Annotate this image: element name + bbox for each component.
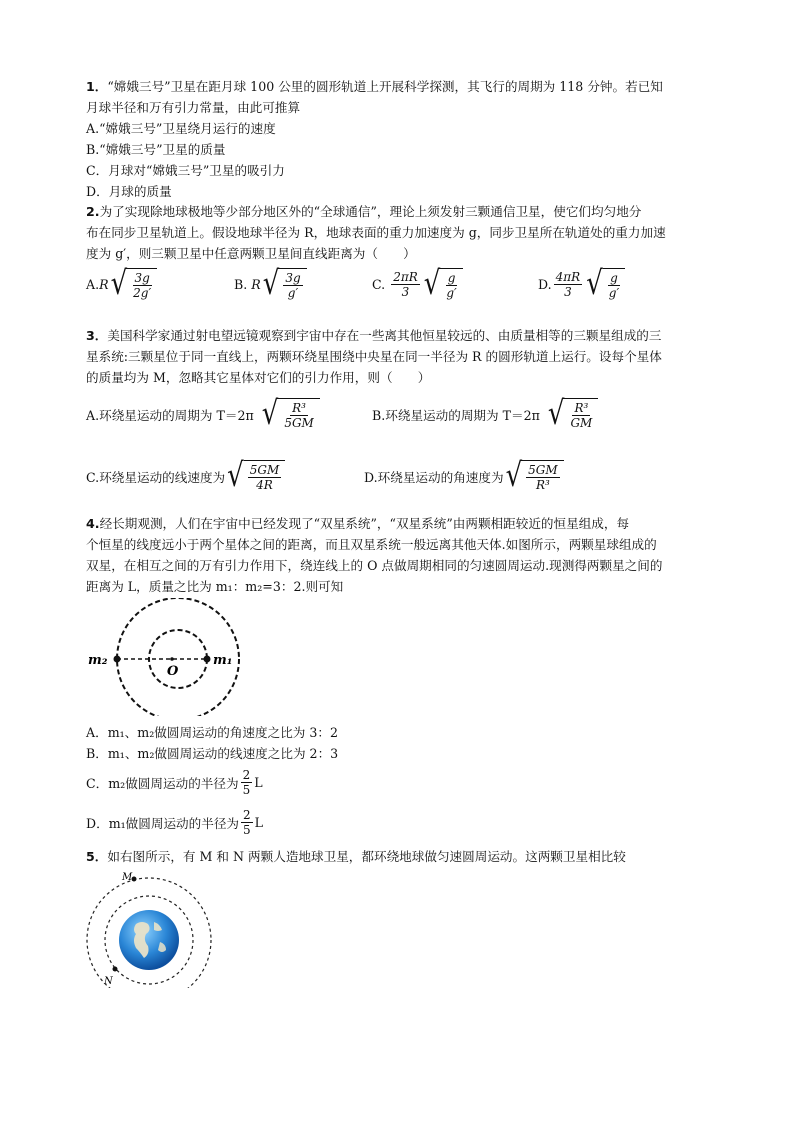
m1-star [204, 656, 211, 663]
m1-label: m₁ [213, 653, 233, 668]
binary-star-figure [80, 598, 280, 716]
q4-option-a: A．m₁、m₂做圆周运动的角速度之比为 3：2 [86, 725, 339, 740]
q3-option-d: D.环绕星运动的角速度为 √ $\frac{5GM}{\text{R³}}$ [364, 460, 564, 492]
q5-line1: 5．如右图所示，有 M 和 N 两颗人造地球卫星，都环绕地球做匀速圆周运动。这两颗卫星相比较 [86, 849, 626, 864]
inner-orbit [149, 630, 207, 688]
satellite-n-dot [113, 967, 118, 972]
q4-line1: 4.经长期观测，人们在宇宙中已经发现了“双星系统”，“双星系统”由两颗相距较近的恒星组成，每 [86, 516, 630, 531]
q4-option-b: B．m₁、m₂做圆周运动的线速度之比为 2：3 [86, 746, 339, 761]
satellite-m-label: M [122, 872, 133, 883]
q3-option-a: A.环绕星运动的周期为 T＝2π √ $\frac{\text{R³}}{5GM}$ [86, 398, 320, 430]
q3-option-b: B.环绕星运动的周期为 T＝2π √ $\frac{\text{R³}}{GM}$ [372, 398, 598, 430]
center-o-dot [170, 657, 174, 661]
q1-line2: 月球半径和万有引力常量，由此可推算 [86, 100, 301, 115]
q3-line3: 的质量均为 M，忽略其它星体对它们的引力作用，则（ ） [86, 370, 431, 385]
satellite-m-dot [132, 877, 137, 882]
satellite-n-label: N [104, 976, 113, 987]
q2-option-b: B. R √ $\frac{3g}{g'}$ [234, 268, 307, 300]
q1-line1: 1．“嫦娥三号”卫星在距月球 100 公里的圆形轨道上开展科学探测，其飞行的周期为 118 分钟。若已知 [86, 79, 663, 94]
q2-option-a: A. R √ $\frac{3g}{2g'}$ [86, 268, 157, 300]
q4-option-c: C．m₂做圆周运动的半径为 $\frac{2}{5}$ L [86, 768, 263, 797]
q2-line2: 布在同步卫星轨道上。假设地球半径为 R，地球表面的重力加速度为 g，同步卫星所在轨道处的重力加速 [86, 225, 666, 240]
q4-line3: 双星，在相互之间的万有引力作用下，绕连线上的 O 点做周期相同的匀速圆周运动.现测得两颗星之间的 [86, 558, 663, 573]
q4-line2: 个恒星的线度远小于两个星体之间的距离，而且双星系统一般远离其他天体.如图所示，两颗星球组成的 [86, 537, 657, 552]
q4-line4: 距离为 L，质量之比为 m₁：m₂=3：2.则可知 [86, 579, 344, 594]
q4-option-d: D．m₁做圆周运动的半径为 $\frac{2}{5}$ L [86, 808, 264, 837]
o-label: O [167, 664, 179, 679]
earth-icon [119, 910, 179, 970]
q2-option-c: C. $\frac{2\pi R}{3}$ √ $\frac{g}{g'}$ [372, 268, 463, 300]
satellite-orbit-figure [84, 868, 216, 988]
m2-star [114, 656, 121, 663]
q1-option-c: C．月球对“嫦娥三号”卫星的吸引力 [86, 163, 285, 178]
q2-line1: 2.为了实现除地球极地等少部分地区外的“全球通信”，理论上须发射三颗通信卫星，使它们均匀地分 [86, 204, 642, 219]
m2-label: m₂ [88, 653, 108, 668]
q1-option-b: B.“嫦娥三号”卫星的质量 [86, 142, 226, 157]
q1-option-d: D．月球的质量 [86, 184, 172, 199]
q3-option-c: C.环绕星运动的线速度为 √ $\frac{5GM}{4R}$ [86, 460, 285, 492]
q3-line2: 星系统:三颗星位于同一直线上，两颗环绕星围绕中央星在同一半径为 R 的圆形轨道上运行。设每个星体 [86, 349, 662, 364]
q3-line1: 3．美国科学家通过射电望远镜观察到宇宙中存在一些离其他恒星较远的、由质量相等的三颗星组成的三 [86, 328, 662, 343]
q1-option-a: A.“嫦娥三号”卫星绕月运行的速度 [86, 121, 276, 136]
q2-line3: 度为 g′，则三颗卫星中任意两颗卫星间直线距离为（ ） [86, 246, 416, 261]
q2-option-d: D. $\frac{4\pi R}{3}$ √ $\frac{g}{g'}$ [538, 268, 625, 300]
